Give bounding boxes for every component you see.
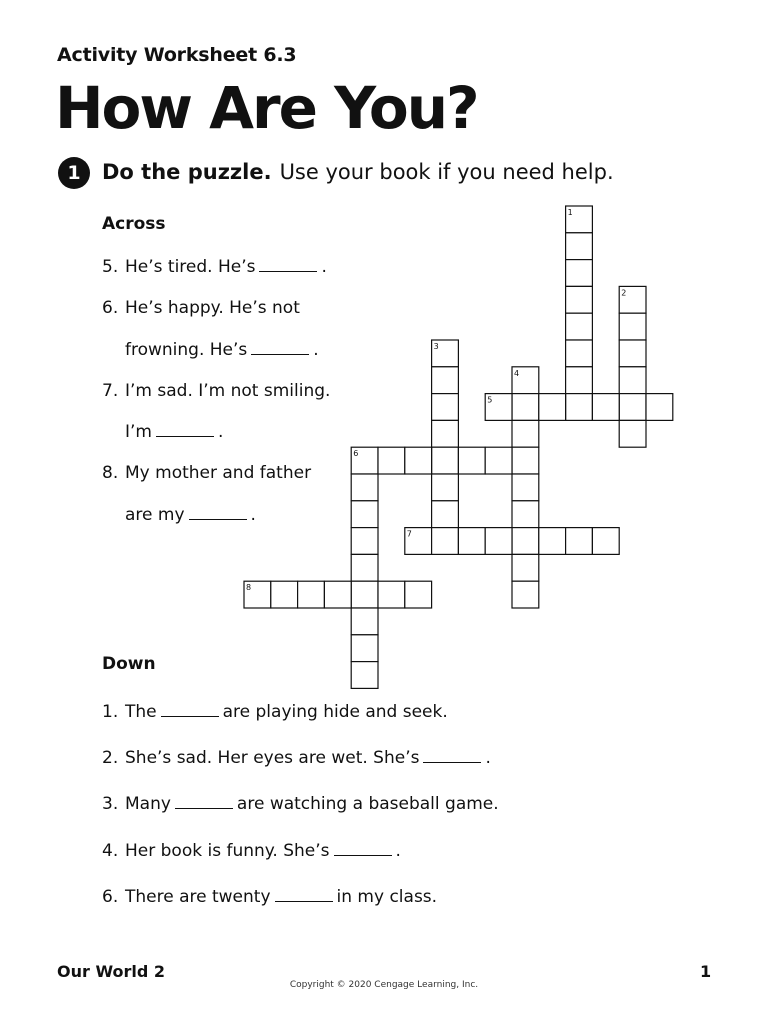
crossword-cell[interactable] — [351, 581, 378, 608]
crossword-cell[interactable] — [592, 394, 619, 421]
across-clue-8-cont: are my . — [125, 505, 256, 525]
crossword-cell[interactable] — [432, 394, 459, 421]
crossword-cell[interactable] — [324, 581, 351, 608]
crossword-cell[interactable] — [271, 581, 298, 608]
crossword-cell[interactable] — [405, 581, 432, 608]
crossword-cell[interactable] — [619, 394, 646, 421]
crossword-cell[interactable] — [432, 474, 459, 501]
crossword-cell[interactable] — [378, 581, 405, 608]
worksheet-subtitle: Activity Worksheet 6.3 — [57, 44, 297, 66]
crossword-cell[interactable] — [512, 581, 539, 608]
crossword-cell[interactable] — [566, 313, 593, 340]
crossword-clue-number: 2 — [621, 288, 627, 298]
step-number-badge: 1 — [58, 157, 90, 189]
crossword-cell[interactable] — [351, 554, 378, 581]
crossword-cell[interactable] — [351, 501, 378, 528]
crossword-cell[interactable] — [512, 420, 539, 447]
crossword-cell[interactable] — [566, 233, 593, 260]
across-clue-8: 8. My mother and father — [102, 463, 312, 483]
down-clue-1: 1. The are playing hide and seek. — [102, 702, 448, 722]
page-title: How Are You? — [55, 74, 478, 142]
crossword-cell[interactable] — [566, 367, 593, 394]
crossword-cell[interactable] — [512, 447, 539, 474]
crossword-cell[interactable] — [539, 394, 566, 421]
crossword-cell[interactable] — [592, 528, 619, 555]
crossword-cell[interactable] — [566, 286, 593, 313]
crossword-cell[interactable] — [646, 394, 673, 421]
crossword-cell[interactable] — [619, 313, 646, 340]
crossword-cell[interactable] — [351, 474, 378, 501]
crossword-cell[interactable] — [405, 447, 432, 474]
crossword-cell[interactable] — [432, 528, 459, 555]
crossword-cell[interactable] — [512, 554, 539, 581]
crossword-clue-number: 4 — [514, 368, 520, 378]
across-clue-6: 6. He’s happy. He’s not — [102, 298, 300, 318]
crossword-cell[interactable] — [619, 340, 646, 367]
crossword-cell[interactable] — [458, 528, 485, 555]
crossword-cell[interactable] — [432, 501, 459, 528]
crossword-cell[interactable] — [351, 608, 378, 635]
crossword-cell[interactable] — [566, 528, 593, 555]
across-heading: Across — [102, 214, 166, 234]
book-title: Our World 2 — [57, 962, 166, 981]
instruction-bold: Do the puzzle. — [102, 160, 272, 184]
crossword-clue-number: 5 — [487, 395, 493, 405]
crossword-cell[interactable] — [539, 528, 566, 555]
across-clue-7-cont: I’m . — [125, 422, 224, 442]
crossword-cell[interactable] — [351, 635, 378, 662]
page-number: 1 — [700, 962, 712, 981]
crossword-cell[interactable] — [458, 447, 485, 474]
down-heading: Down — [102, 654, 156, 674]
across-clue-6-cont: frowning. He’s . — [125, 340, 319, 360]
crossword-cell[interactable] — [432, 447, 459, 474]
crossword-cell[interactable] — [432, 367, 459, 394]
crossword-clue-number: 8 — [246, 583, 252, 593]
down-clue-6: 6. There are twenty in my class. — [102, 887, 438, 907]
crossword-cell[interactable] — [512, 474, 539, 501]
across-clue-5: 5. He’s tired. He’s . — [102, 257, 327, 277]
crossword-cell[interactable] — [351, 662, 378, 689]
crossword-cell[interactable] — [566, 260, 593, 287]
crossword-cell[interactable] — [351, 528, 378, 555]
instruction-text: Use your book if you need help. — [279, 160, 614, 184]
crossword-cell[interactable] — [378, 447, 405, 474]
crossword-cell[interactable] — [512, 501, 539, 528]
down-clue-4: 4. Her book is funny. She’s . — [102, 841, 401, 861]
crossword-cell[interactable] — [512, 528, 539, 555]
crossword-clue-number: 7 — [406, 529, 412, 539]
crossword-cell[interactable] — [619, 367, 646, 394]
down-clue-3: 3. Many are watching a baseball game. — [102, 794, 499, 814]
across-clue-7: 7. I’m sad. I’m not smiling. — [102, 381, 331, 401]
crossword-clue-number: 6 — [353, 449, 359, 459]
crossword-cell[interactable] — [432, 420, 459, 447]
crossword-cell[interactable] — [566, 394, 593, 421]
crossword-clue-number: 3 — [433, 342, 439, 351]
crossword-cell[interactable] — [485, 528, 512, 555]
crossword-cell[interactable] — [566, 340, 593, 367]
crossword-cell[interactable] — [485, 447, 512, 474]
crossword-cell[interactable] — [619, 420, 646, 447]
crossword-cell[interactable] — [298, 581, 325, 608]
crossword-cell[interactable] — [512, 394, 539, 421]
down-clue-2: 2. She’s sad. Her eyes are wet. She’s . — [102, 748, 491, 768]
copyright-notice: Copyright © 2020 Cengage Learning, Inc. — [289, 980, 479, 990]
crossword-clue-number: 1 — [567, 208, 573, 217]
